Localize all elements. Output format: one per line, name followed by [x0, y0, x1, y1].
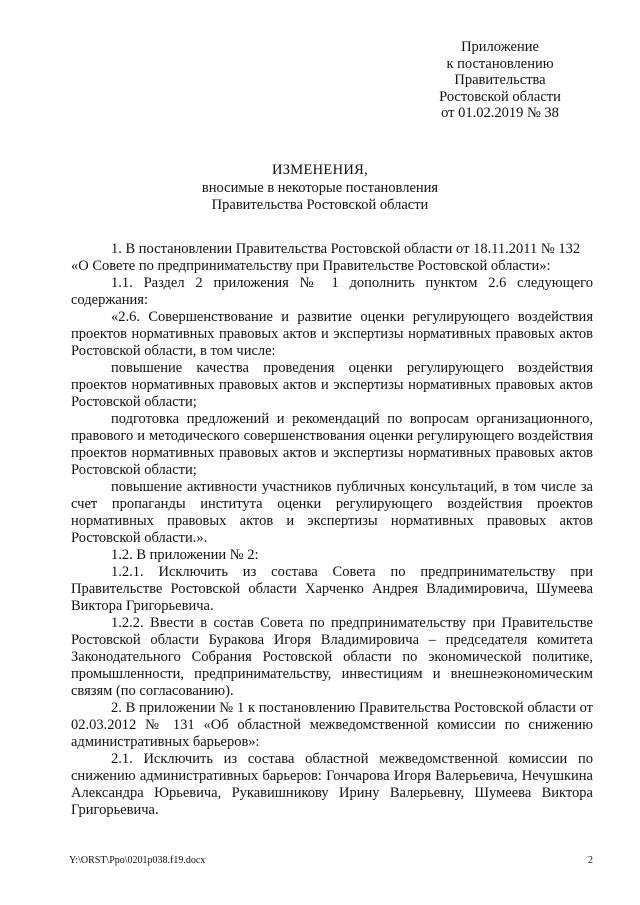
paragraph: 1. В постановлении Правительства Ростовской области от 18.11.2011 № 132 — [111, 241, 581, 257]
appendix-line: от 01.02.2019 № 38 — [441, 105, 559, 122]
paragraph: 2.1. Исключить из состава областной межведомственной комиссии по снижению административных барьеров: Гончарова Игоря Валерьевича, Нечушкина Александра Юрьевича, Рукавишникову Ирину Валерьевну, Шумеева Виктора Григорьевича. — [71, 751, 593, 818]
file-path: Y:\ORST\Ppo\0201p038.f19.docx — [69, 855, 206, 866]
appendix-line: Ростовской области — [439, 88, 561, 105]
paragraph: 1.2. В приложении № 2: — [111, 547, 259, 563]
paragraph: 2. В приложении № 1 к постановлению Правительства Ростовской области от 02.03.2012 № 131 «Об областной межведомственной комиссии по снижению административных барьеров»: — [71, 700, 593, 750]
appendix-line: Приложение — [461, 39, 539, 55]
paragraph: повышение качества проведения оценки регулирующего воздействия проектов нормативных правовых актов и экспертизы нормативных правовых актов Ростовской области; — [71, 360, 593, 410]
paragraph: 1.1. Раздел 2 приложения № 1 дополнить пунктом 2.6 следующего содержания: — [71, 275, 593, 308]
paragraph: 1.2.2. Ввести в состав Совета по предпринимательству при Правительстве Ростовской области Буракова Игоря Владимировича – председателя комитета Законодательного Собрания Ростовской области по экономической политике, промышленности, предпринимательству, инвестициям и внешнеэкономическим связям (по согласованию). — [71, 615, 593, 699]
appendix-block — [425, 39, 575, 122]
document-subtitle: Правительства Ростовской области — [211, 197, 429, 213]
appendix-line: Правительства — [454, 72, 546, 89]
paragraph: 1.2.1. Исключить из состава Совета по предпринимательству при Правительстве Ростовской области Харченко Андрея Владимировича, Шумеева Виктора Григорьевича. — [71, 564, 593, 614]
document-subtitle: вносимые в некоторые постановления — [201, 180, 439, 196]
paragraph: подготовка предложений и рекомендаций по вопросам организационного, правового и методического совершенствования оценки регулирующего воздействия проектов нормативных правовых актов и экспертизы нормативных правовых актов Ростовской области; — [71, 411, 593, 478]
document-body — [71, 241, 593, 819]
appendix-line: к постановлению — [446, 55, 554, 72]
page-number: 2 — [588, 855, 593, 866]
paragraph: повышение активности участников публичных консультаций, в том числе за счет пропаганды института оценки регулирующего воздействия проектов нормативных правовых актов и экспертизы нормативных правовых актов Ростовской области.». — [71, 479, 593, 546]
paragraph: «О Совете по предпринимательству при Правительстве Ростовской области»: — [71, 258, 551, 274]
document-heading: ИЗМЕНЕНИЯ, — [271, 162, 369, 178]
paragraph: «2.6. Совершенствование и развитие оценки регулирующего воздействия проектов нормативных правовых актов и экспертизы нормативных правовых актов Ростовской области, в том числе: — [71, 309, 593, 359]
